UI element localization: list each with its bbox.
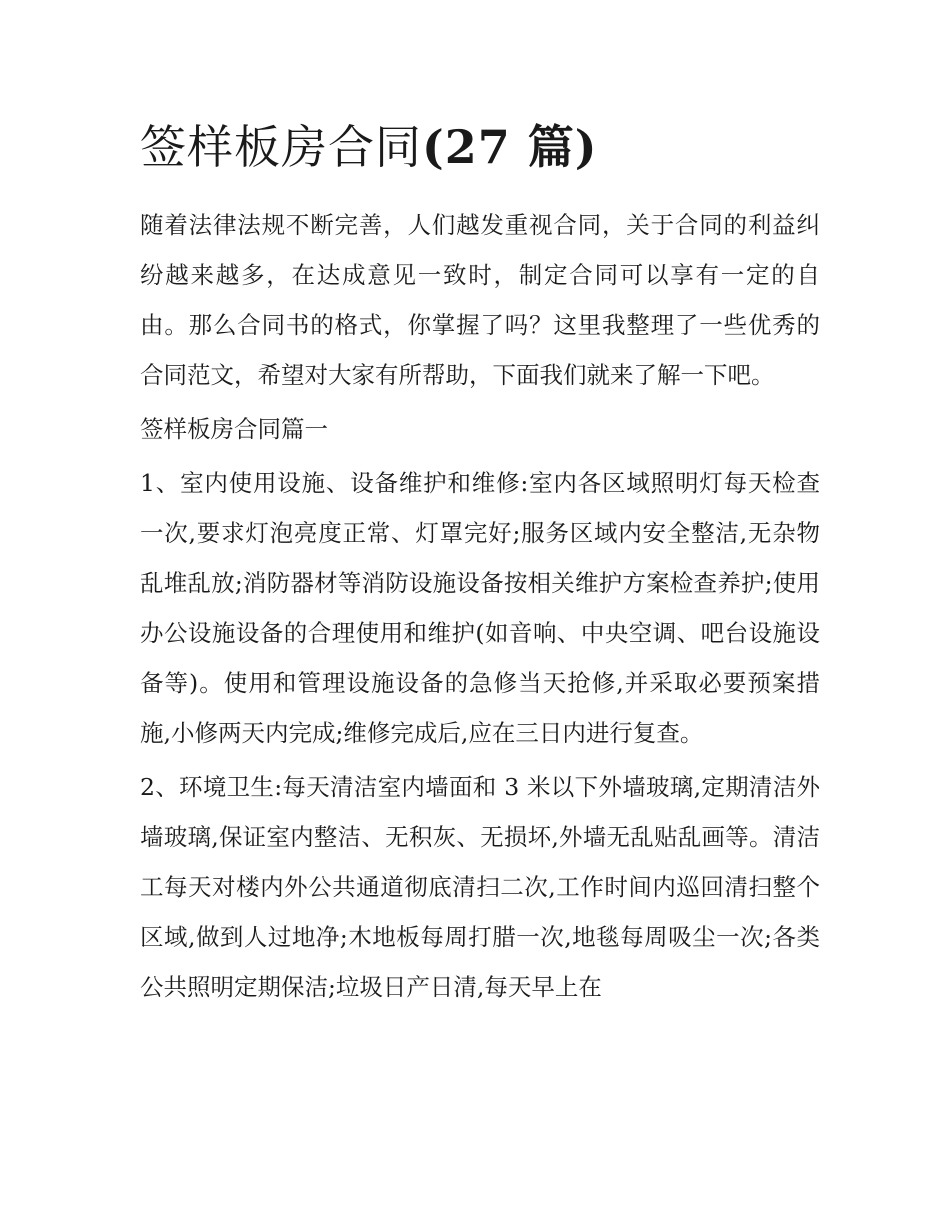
clause-paragraph-1: 1、室内使用设施、设备维护和维修:室内各区域照明灯每天检查一次,要求灯泡亮度正常、灯罩完好;服务区域内安全整洁,无杂物乱堆乱放;消防器材等消防设施设备按相关维护方案检查养护;使用办公设施设备的合理使用和维护(如音响、中央空调、吧台设施设备等)。使用和管理设施设备的急修当天抢修,并采取必要预案措施,小修两天内完成;维修完成后,应在三日内进行复查。 — [140, 469, 820, 747]
intro-paragraph: 随着法律法规不断完善，人们越发重视合同，关于合同的利益纠纷越来越多，在达成意见一致时，制定合同可以享有一定的自由。那么合同书的格式，你掌握了吗？这里我整理了一些优秀的合同范文，希望对大家有所帮助，下面我们就来了解一下吧。 — [140, 211, 820, 389]
section-heading: 签样板房合同篇一 — [140, 415, 328, 443]
clause-paragraph-2: 2、环境卫生:每天清洁室内墙面和 3 米以下外墙玻璃,定期清洁外墙玻璃,保证室内整洁、无积灰、无损坏,外墙无乱贴乱画等。清洁工每天对楼内外公共通道彻底清扫二次,工作时间内巡回清扫整个区域,做到人过地净;木地板每周打腊一次,地毯每周吸尘一次;各类公共照明定期保洁;垃圾日产日清,每天早上在 — [140, 773, 820, 1001]
title-main: 签样板房合同 — [140, 120, 422, 174]
title-count: (27 篇) — [422, 120, 598, 174]
document-title — [140, 108, 820, 186]
document-page — [140, 108, 820, 1016]
